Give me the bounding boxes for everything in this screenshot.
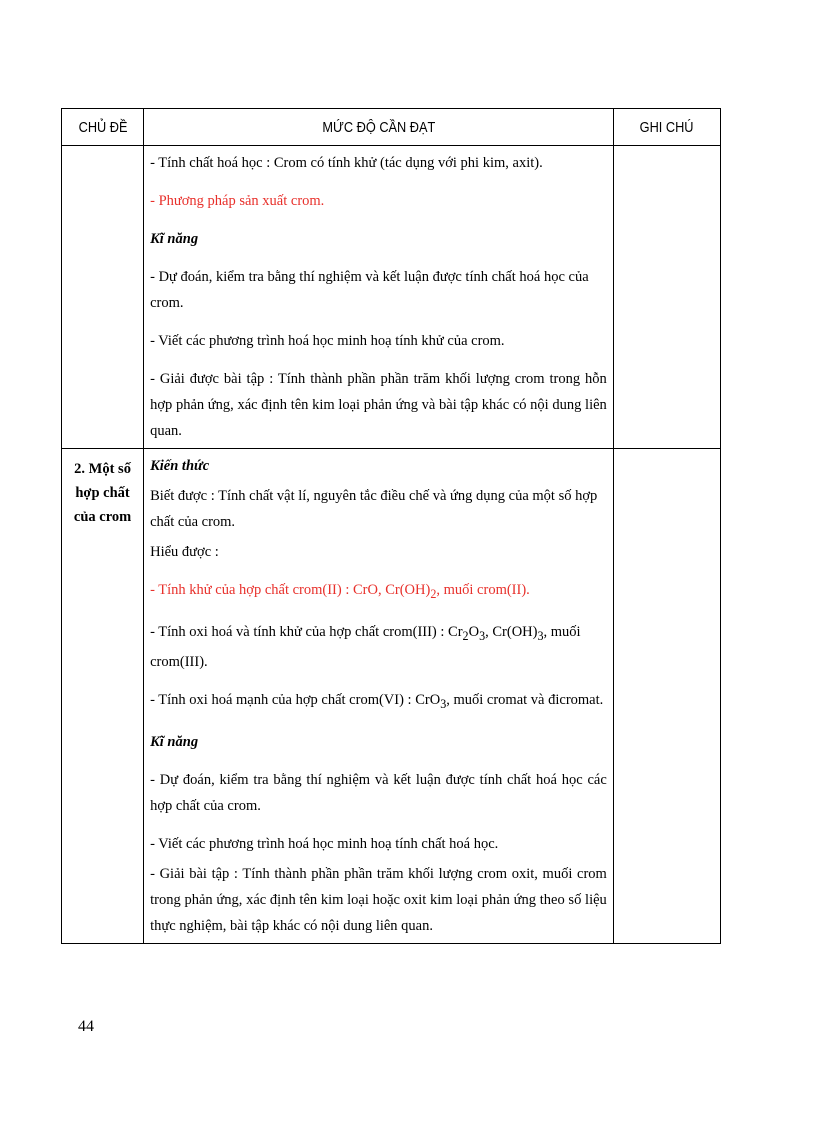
header-topic: CHỦ ĐỀ [68, 109, 138, 146]
table-header-row [62, 109, 721, 146]
page-number: 44 [78, 1018, 94, 1035]
knowledge-heading: Kiến thức [150, 458, 210, 474]
skills-heading: Kĩ năng [150, 231, 199, 247]
level-cell [144, 449, 614, 944]
skills-heading: Kĩ năng [150, 733, 199, 750]
header-required-level: MỨC ĐỘ CẦN ĐẠT [179, 109, 578, 146]
table-row [62, 449, 721, 944]
table-row [62, 146, 721, 449]
skill-item: - Giải bài tập : Tính thành phần phần trăm khối lượng crom oxit, muối crom trong phản ứng, xác định tên kim loại hoặc oxit kim loại phản ứng theo số liệu thực nghiệm, bài tập khác có nội dung liên quan. [150, 865, 607, 934]
topic-line: 2. Một số [74, 461, 131, 477]
topic-cell-empty [62, 146, 144, 449]
topic-cell [62, 449, 144, 944]
know-text: Biết được : Tính chất vật lí, nguyên tắc điều chế và ứng dụng của một số hợp chất của crom. [150, 488, 598, 530]
skill-item: - Viết các phương trình hoá học minh hoạ tính chất hoá học. [150, 835, 499, 852]
skill-item: - Viết các phương trình hoá học minh hoạ tính khử của crom. [150, 333, 505, 349]
topic-line: của crom [73, 509, 132, 525]
production-method-text: - Phương pháp sản xuất crom. [150, 193, 325, 209]
crom6-text: - Tính oxi hoá mạnh của hợp chất crom(VI) : CrO$_3$, muối cromat và đicromat. [150, 691, 604, 711]
skill-item: - Dự đoán, kiểm tra bằng thí nghiệm và kết luận được tính chất hoá học của crom. [150, 269, 589, 311]
note-cell [613, 449, 720, 944]
level-cell [144, 146, 614, 449]
header-note: GHI CHÚ [621, 109, 712, 146]
understand-label: Hiểu được : [150, 544, 219, 560]
skill-item: - Giải được bài tập : Tính thành phần phần trăm khối lượng crom trong hỗn hợp phản ứng, xác định tên kim loại phản ứng và bài tập khác có nội dung liên quan. [150, 371, 607, 439]
topic-line: hợp chất [75, 485, 130, 501]
note-cell [613, 146, 720, 449]
chem-props-text: - Tính chất hoá học : Crom có tính khử (tác dụng với phi kim, axit). [150, 155, 543, 171]
standards-table [61, 108, 721, 944]
skill-item: - Dự đoán, kiểm tra bằng thí nghiệm và kết luận được tính chất hoá học các hợp chất của crom. [150, 771, 607, 814]
crom2-reducing-text: - Tính khử của hợp chất crom(II) : CrO, $Cr(OH)_2$, muối crom(II). [150, 582, 530, 601]
crom3-text: - Tính oxi hoá và tính khử của hợp chất crom(III) : $Cr_2O_3$, $Cr(OH)_3$, muối crom(III). [150, 623, 581, 670]
